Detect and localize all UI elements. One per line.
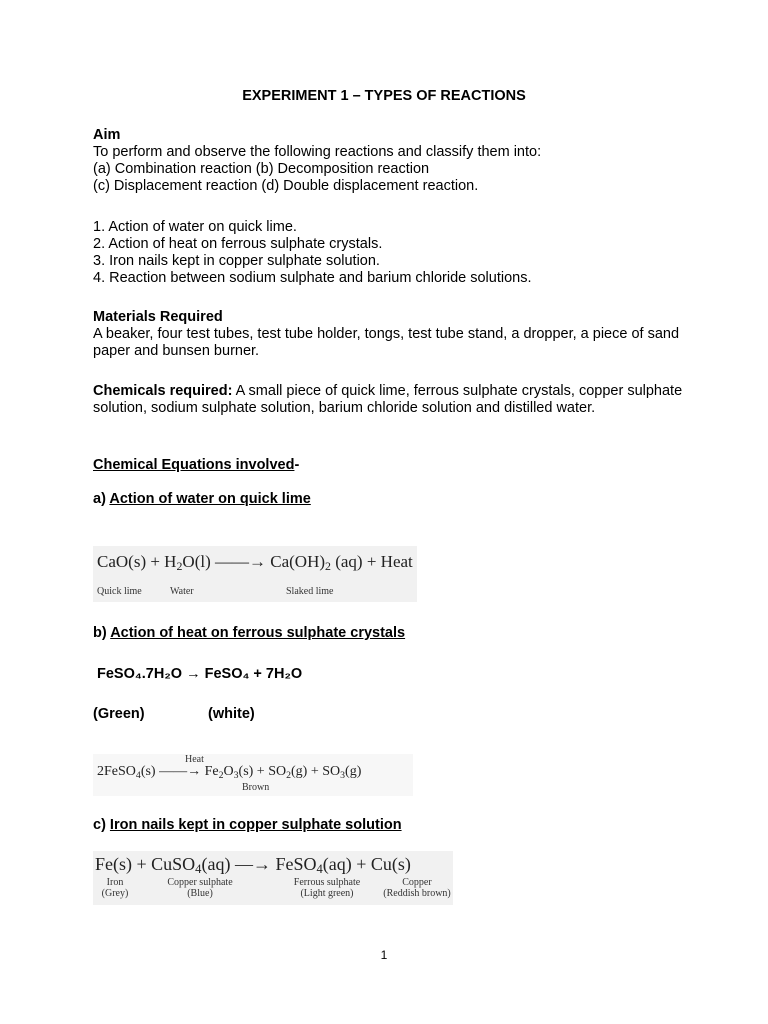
caption-line: Iron — [106, 877, 124, 888]
equation-a-part: O(l) ——→ Ca(OH) — [182, 552, 326, 571]
label-white: (white) — [208, 706, 255, 722]
equation-c-part: (aq) + Cu(s) — [322, 854, 411, 874]
caption-water: Water — [170, 586, 194, 597]
aim-section — [93, 127, 683, 195]
section-b-title: Action of heat on ferrous sulphate crystals — [110, 625, 406, 641]
equation-image-a — [93, 546, 417, 602]
equation-a-part: (aq) + Heat — [330, 552, 413, 571]
reactions-list — [93, 219, 683, 287]
caption-line: Ferrous sulphate — [293, 877, 361, 888]
equation-b-subscript: 2 — [286, 770, 292, 781]
caption-iron — [102, 877, 129, 899]
document-title: EXPERIMENT 1 – TYPES OF REACTIONS — [242, 88, 526, 104]
caption-slaked-lime: Slaked lime — [286, 586, 334, 597]
equation-c-subscript: 4 — [195, 862, 202, 876]
equations-heading-suffix: - — [294, 457, 300, 473]
list-item: 2. Action of heat on ferrous sulphate crystals. — [93, 236, 383, 252]
equation-image-b — [93, 754, 413, 796]
caption-copper-sulphate — [167, 877, 232, 899]
list-item: 3. Iron nails kept in copper sulphate solution. — [93, 253, 380, 269]
section-a-prefix: a) — [93, 491, 110, 507]
section-a-heading — [93, 491, 683, 508]
equation-b-part: (g) + SO — [291, 764, 341, 779]
caption-line: (Light green) — [300, 888, 354, 899]
caption-line: Copper — [402, 877, 432, 888]
equation-b-subscript: 3 — [340, 770, 346, 781]
equation-a-subscript: 2 — [325, 559, 331, 573]
aim-heading: Aim — [93, 127, 121, 143]
materials-heading: Materials Required — [93, 309, 223, 325]
equation-a-part: CaO(s) + H — [97, 552, 177, 571]
equation-a-subscript: 2 — [176, 559, 183, 573]
chemicals-paragraph — [93, 383, 683, 417]
section-b-formula: FeSO₄.7H₂O → FeSO₄ + 7H₂O — [97, 666, 303, 682]
caption-copper — [383, 877, 451, 899]
label-green: (Green) — [93, 706, 145, 722]
caption-line: (Reddish brown) — [383, 888, 451, 899]
equations-heading — [93, 457, 683, 474]
equation-a — [97, 552, 413, 572]
caption-line: (Grey) — [101, 888, 129, 899]
equation-b-part: (s) + SO — [238, 764, 287, 779]
equations-heading-text: Chemical Equations involved — [93, 457, 295, 473]
equation-c-part: (aq) —→ FeSO — [201, 854, 317, 874]
caption-quick-lime: Quick lime — [97, 586, 142, 597]
chemicals-section — [93, 383, 683, 417]
section-b-heading — [93, 625, 683, 642]
chemicals-label: Chemicals required: — [93, 383, 233, 399]
equation-b-part: 2FeSO — [97, 764, 136, 779]
aim-line: (c) Displacement reaction (d) Double displacement reaction. — [93, 178, 479, 194]
list-item: 4. Reaction between sodium sulphate and barium chloride solutions. — [93, 270, 532, 286]
list-item: 1. Action of water on quick lime. — [93, 219, 297, 235]
equation-b-part: O — [223, 764, 234, 779]
arrow-label-heat: Heat — [185, 754, 204, 765]
chemicals-text: A small piece of quick lime, ferrous sulphate crystals, copper sulphate solution, sodium sulphate solution, barium chloride solution and distilled water. — [93, 383, 683, 416]
materials-section — [93, 309, 683, 360]
equation-b-subscript: 2 — [218, 770, 224, 781]
section-c-title: Iron nails kept in copper sulphate solution — [109, 817, 402, 833]
aim-line: (a) Combination reaction (b) Decomposition reaction — [93, 161, 430, 177]
section-b-prefix: b) — [93, 625, 111, 641]
equation-b-subscript: 3 — [233, 770, 239, 781]
caption-ferrous-sulphate — [294, 877, 360, 899]
caption-line: Copper sulphate — [167, 877, 233, 888]
equation-b-part: (g) — [345, 764, 362, 779]
label-brown: Brown — [242, 782, 270, 793]
equation-b-part: (s) ——→ Fe — [140, 764, 219, 779]
equation-b — [97, 764, 361, 780]
section-a-title: Action of water on quick lime — [109, 491, 311, 507]
section-c-heading — [93, 817, 683, 834]
equation-c-part: Fe(s) + CuSO — [95, 854, 196, 874]
aim-line: To perform and observe the following reactions and classify them into: — [93, 144, 542, 160]
equation-c-subscript: 4 — [316, 862, 323, 876]
caption-line: (Blue) — [187, 888, 213, 899]
equation-c — [95, 854, 411, 875]
page-number: 1 — [380, 948, 388, 962]
equation-image-c — [93, 851, 453, 905]
section-b-labels — [93, 706, 683, 723]
materials-text: A beaker, four test tubes, test tube holder, tongs, test tube stand, a dropper, a piece of sand paper and bunsen burner. — [93, 326, 680, 359]
section-c-prefix: c) — [93, 817, 110, 833]
equation-b-subscript: 4 — [135, 770, 141, 781]
